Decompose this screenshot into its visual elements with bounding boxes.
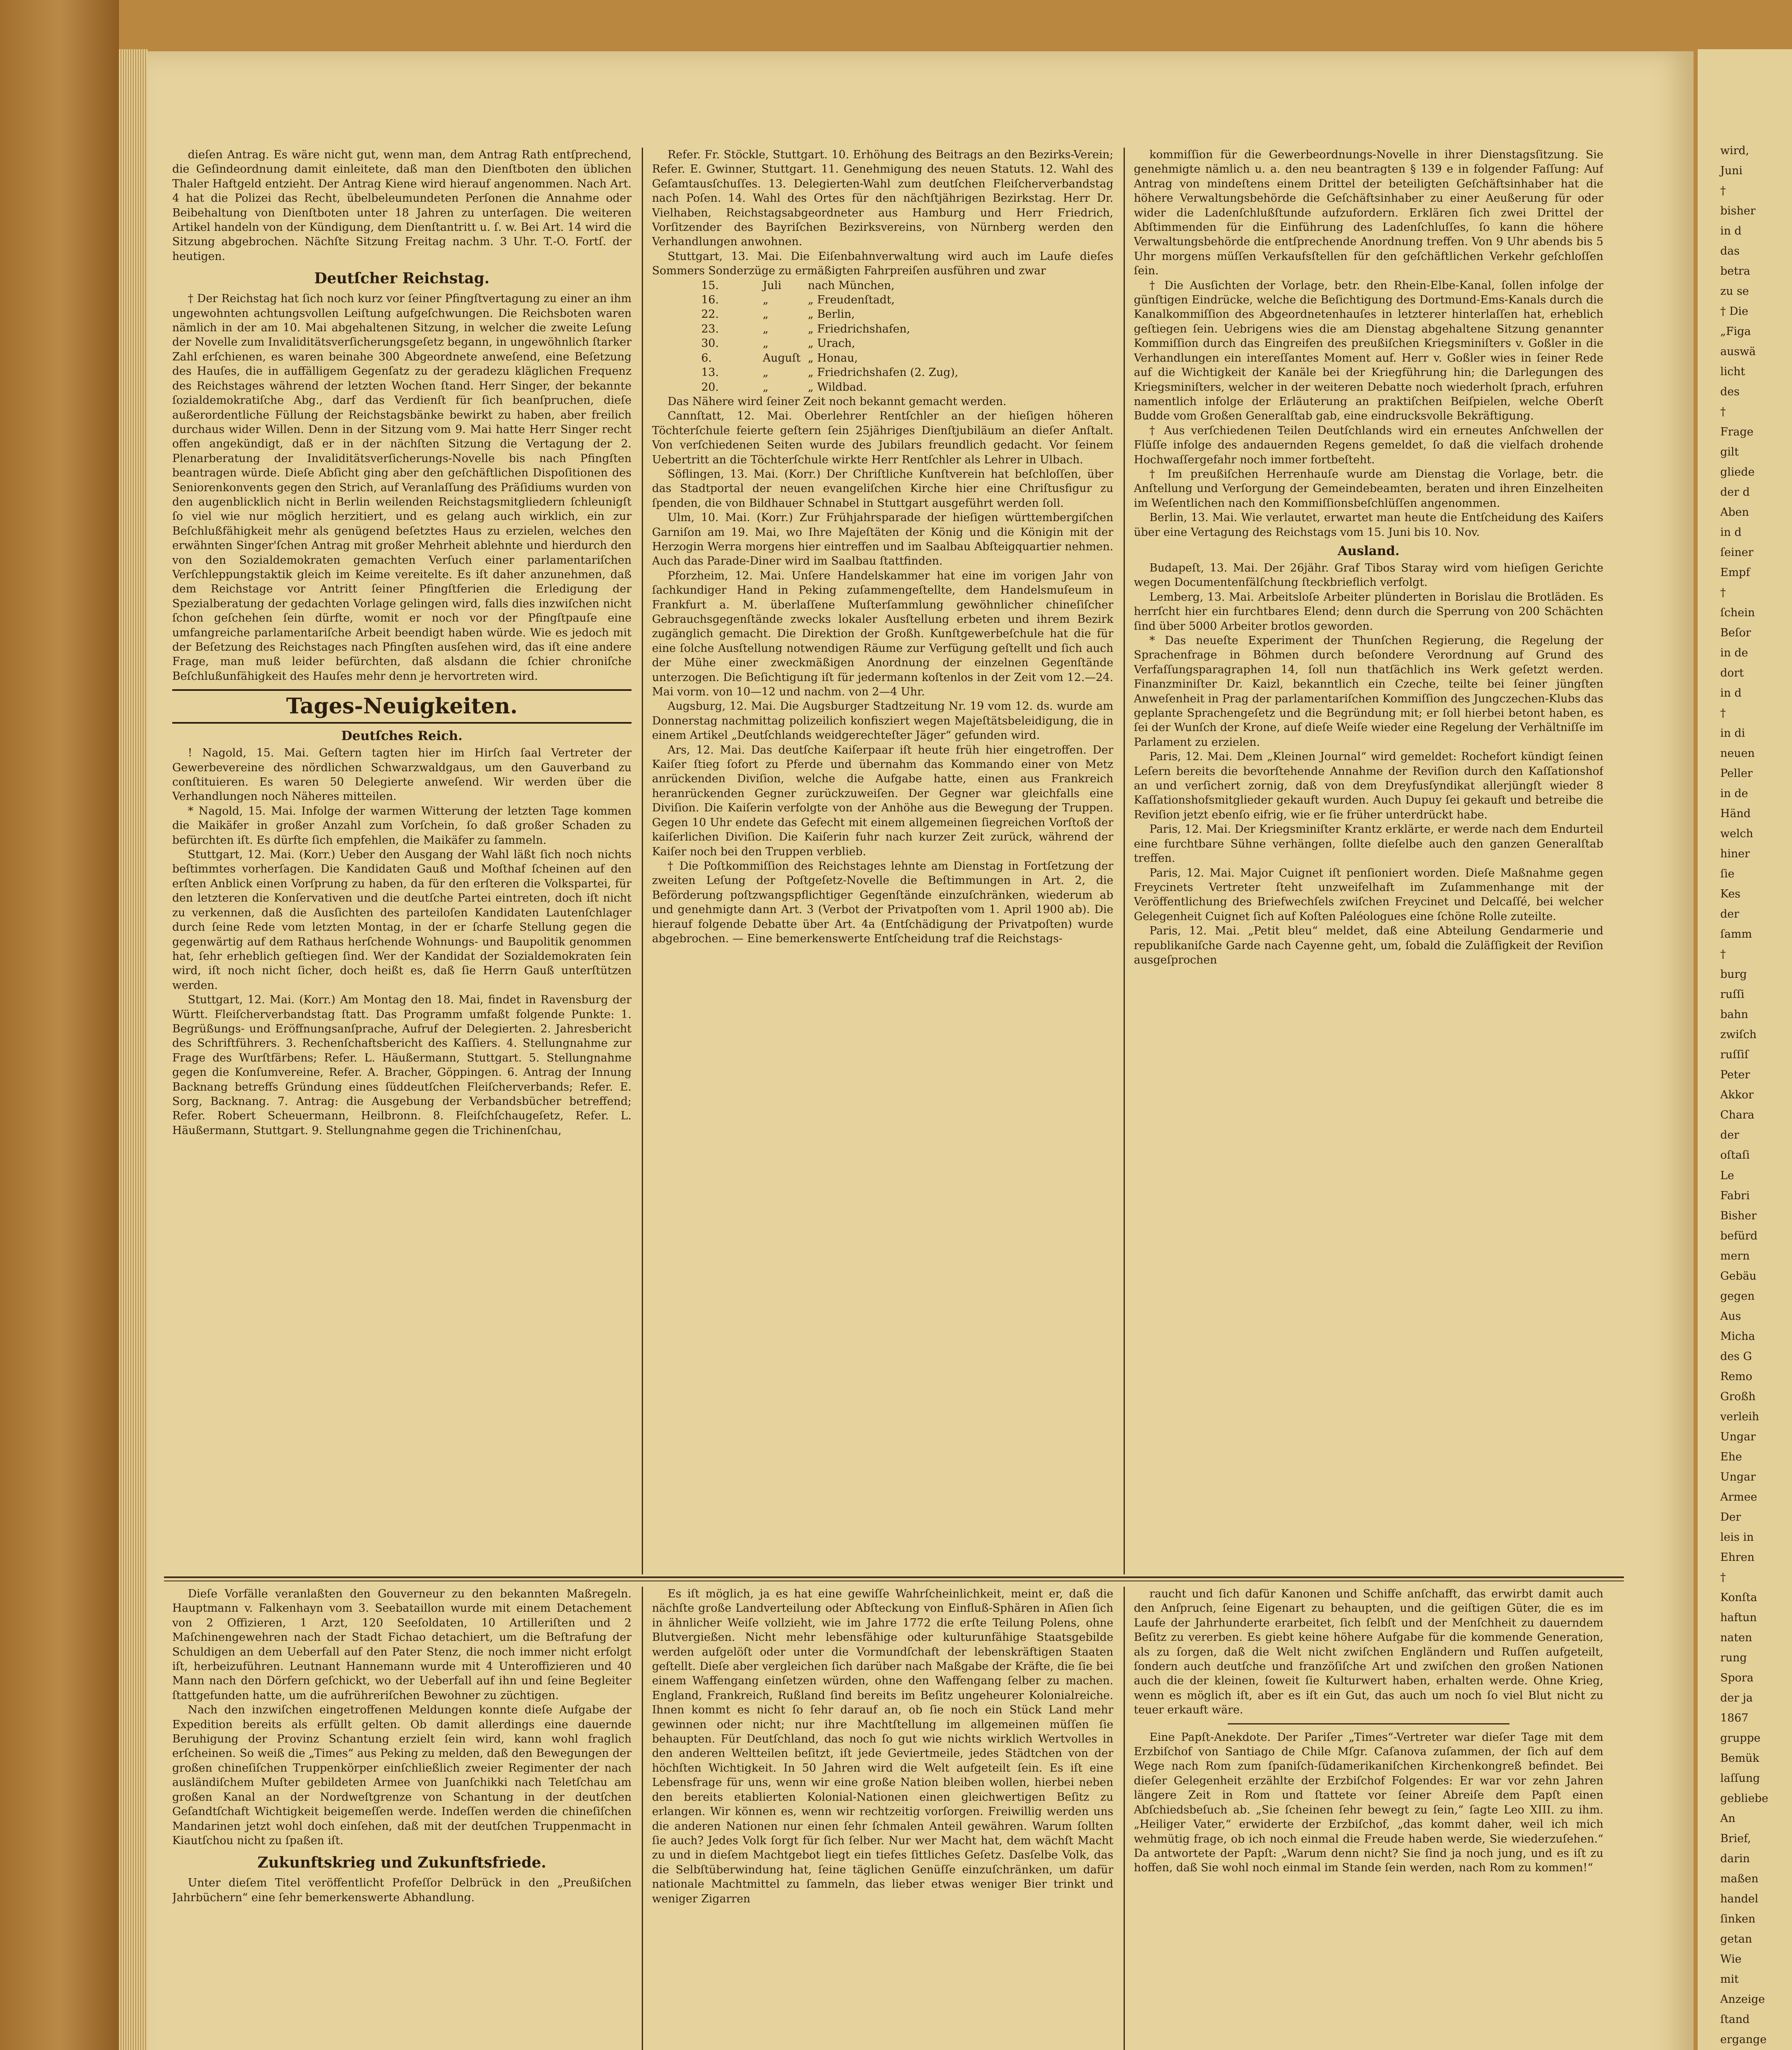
right-page-line: † <box>1720 707 1726 720</box>
right-page-line: † <box>1720 1571 1726 1584</box>
right-page-line: Spora <box>1720 1672 1754 1684</box>
page-edges <box>119 49 148 2050</box>
feuilleton-paragraph: Nach den inzwiſchen eingetroffenen Meldungen konnte dieſe Aufgabe der Expedition bereits als erfüllt gelten. Ob damit allerdings eine dauernde Beruhigung der Provinz Schantung erzielt ſein wird, kann wohl fraglich erſcheinen. So weiß die „Times“ aus Peking zu melden, daß den Bewegungen der großen chineſiſchen Truppenkörper einſchließlich zweier Regimenter der nach ausländiſchem Muſter gebildeten Armee von Juanſchikki nach Teletſchau am großen Kanal an der Nordweſtgrenze von Schantung in der deutſchen Geſandtſchaft Wichtigkeit beigemeſſen werde. Indeſſen werden die chineſiſchen Mandarinen jetzt wohl doch einſehen, daß mit der deutſchen Truppenmacht in Kiautſchou nicht zu ſpaßen iſt. <box>172 1704 632 1847</box>
right-page-line: handel <box>1720 1893 1758 1905</box>
right-page-line: bisher <box>1720 205 1756 217</box>
right-page-line: Händ <box>1720 807 1751 820</box>
right-page-line: Akkor <box>1720 1089 1754 1101</box>
column-2 <box>652 148 1113 1568</box>
right-page-line: in de <box>1720 787 1748 800</box>
route-row: 16. „ „ Freudenſtadt, <box>701 294 895 307</box>
article-ars: Ars, 12. Mai. Das deutſche Kaiſerpaar iſt heute früh hier eingetroffen. Der Kaiſer ſtieg ſofort zu Pferde und übernahm das Kommando einer von Metz anrückenden Diviſion, welche die Aufgabe hatte, einen aus Frankreich heranrückenden Gegner zurückzuweiſen. Der Gegner war gleichfalls eine Diviſion. Die Kaiſerin verfolgte von der Anhöhe aus die Bewegung der Truppen. Gegen 10 Uhr endete das Gefecht mit einem allgemeinen ſiegreichen Vorſtoß der kaiſerlichen Diviſion. Die Kaiſerin fuhr nach kurzer Zeit zurück, während der Kaiſer noch bei den Truppen verblieb. <box>652 743 1113 858</box>
feuilleton-column-2 <box>652 1587 1113 2050</box>
right-page-line: verleih <box>1720 1410 1759 1423</box>
article-berlin: Berlin, 13. Mai. Wie verlautet, erwartet man heute die Entſcheidung des Kaiſers über eine Vertagung des Reichstags vom 15. Juni bis 10. Nov. <box>1134 511 1603 539</box>
right-page-line: der <box>1720 908 1740 920</box>
right-page-line: darin <box>1720 1852 1750 1865</box>
article-soeflingen: Söflingen, 13. Mai. (Korr.) Der Chriſtliche Kunſtverein hat beſchloſſen, über das Stadtportal der neuen evangeliſchen Kirche hier eine Chriſtusfigur zu ſpenden, die von Bildhauer Schnabel in Stuttgart ausgeführt werden ſoll. <box>652 467 1113 510</box>
right-page-line: in d <box>1720 526 1742 539</box>
right-page-line: wird, <box>1720 144 1749 157</box>
article-stuttgart-2: Stuttgart, 12. Mai. (Korr.) Am Montag den 18. Mai, findet in Ravensburg der Württ. Fleiſcherverbandstag ſtatt. Das Programm umfaßt folgende Punkte: 1. Begrüßungs- und Eröffnungsanſprache, Aufruf der Delegierten. 2. Jahresbericht des Schriftführers. 3. Rechenſchaftsbericht des Kaſſiers. 4. Stellungnahme zur Frage des Wurſtfärbens; Refer. L. Häußermann, Stuttgart. 5. Stellungnahme gegen die Konſumvereine, Refer. A. Bracher, Göppingen. 6. Antrag der Innung Backnang betreffs Gründung eines ſüddeutſchen Fleiſcherverbands; Refer. E. Sorg, Backnang. 7. Antrag: die Ausgebung der Verbandsbücher betreffend; Refer. Robert Scheuermann, Heilbronn. 8. Fleiſchſchaugeſetz, Refer. L. Häußermann, Stuttgart. 9. Stellungnahme gegen die Trichinenſchau, <box>172 993 632 1137</box>
right-page-fragment <box>1698 49 1792 2050</box>
article-kanal: † Die Ausſichten der Vorlage, betr. den Rhein-Elbe-Kanal, ſollen infolge der günſtigen Eindrücke, welche die Beſichtigung des Dortmund-Ems-Kanals durch die Kanalkommiſſion des Abgeordnetenhauſes in letzterer hinterlaſſen hat, erheblich geſtiegen ſein. Uebrigens wies die am Dienstag abgehaltene Sitzung genannter Kommiſſion durch das Eingreifen des preußiſchen Kriegsminiſters v. Goßler in die Verhandlungen ein intereſſantes Moment auf. Herr v. Goßler wies in ſeiner Rede auf die Wichtigkeit der Kanäle bei der Kriegführung hin; die Darlegungen des Kriegsminiſters, welcher in der weiteren Debatte noch wiederholt ſprach, erfuhren namentlich infolge der Erläuterung an praktiſchen Beiſpielen, welche Oberſt Budde vom Großen Generalſtab gab, eine eindrucksvolle Bekräftigung. <box>1134 279 1603 423</box>
right-page-line: ruſſi <box>1720 988 1744 1001</box>
article-gewerbeordnung: kommiſſion für die Gewerbeordnungs-Novelle in ihrer Dienstagsſitzung. Sie genehmigte nämlich u. a. den neu beantragten § 139 e in folgender Faſſung: Auf Antrag von mindeſtens einem Drittel der beteiligten Geſchäftsinhaber hat die höhere Verwaltungsbehörde die Geſchäftsinhaber zu einer Aeußerung für oder wider die Ladenſchlußſtunde aufzufordern. Erklären ſich zwei Drittel der Abſtimmenden für die Einführung des Ladenſchluſſes, ſo kann die höhere Verwaltungsbehörde die entſprechende Anordnung treffen. Von 9 Uhr abends bis 5 Uhr morgens müſſen Verkaufsſtellen für den geſchäftlichen Verkehr geſchloſſen ſein. <box>1134 148 1603 278</box>
feuilleton-title-zukunftskrieg: Zukunftskrieg und Zukunftsfriede. <box>257 1854 547 1872</box>
right-page-line: maßen <box>1720 1872 1759 1885</box>
right-page-line: Armee <box>1720 1491 1757 1503</box>
right-page-line: der d <box>1720 486 1750 499</box>
right-page-line: rung <box>1720 1651 1747 1664</box>
right-page-line: Peter <box>1720 1068 1750 1081</box>
right-page-line: mern <box>1720 1250 1750 1262</box>
article-reichstag: † Der Reichstag hat ſich noch kurz vor ſeiner Pfingſtvertagung zu einer an ihm ungewohnten achtungsvollen Leiſtung aufgeſchwungen. Die Reichsboten waren nämlich in der am 10. Mai abgehaltenen Sitzung, in welcher die zweite Leſung der Novelle zum Invaliditätsverſicherungsgeſetz begann, in ungewöhnlich ſtarker Zahl erſchienen, es waren beinahe 300 Abgeordnete anweſend, eine Beſetzung des Hauſes, die in auffälligem Gegenſatz zu der geradezu kläglichen Frequenz des Reichstages während der letzten Wochen ſtand. Herr Singer, der bekannte ſozialdemokratiſche Abg., darf das Verdienſt für ſich beanſpruchen, dieſe außerordentliche Füllung der Reichstagsbänke bewirkt zu haben, aber freilich durchaus wider Willen. Denn in der Sitzung vom 9. Mai hatte Herr Singer recht offen angekündigt, daß er in der nächſten Sitzung die Vertagung der 2. Plenarberatung der Invaliditätsverſicherungs-Novelle bis nach Pfingſten beantragen würde. Dieſe Abſicht ging aber den geſchäftlichen Dispoſitionen des Seniorenkonvents gegen den Strich, auf Veranlaſſung des Präſidiums wurden von den augenblicklich nicht in Berlin weilenden Reichstagsmitgliedern ſchleunigſt ſo viel wie nur möglich herzitiert, und es gelang auch wirklich, ein zur Beſchlußfähigkeit mehr als genügend beſetztes Haus zu erzielen, welches den erwähnten Singer'ſchen Antrag mit großer Mehrheit ablehnte und hierdurch den von den Sozialdemokraten gemachten Verſuch einer parlamentariſchen Verſchleppungstaktik gleich im Keime vereitelte. Es iſt daher anzunehmen, daß dem Reichstage vor Antritt ſeiner Pfingſtferien die Erledigung der Spezialberatung der gedachten Vorlage gelingen wird, falls dies inzwiſchen nicht ſchon geſchehen ſein dürfte, womit er noch vor der Pfingſtpauſe eine umfangreiche parlamentariſche Arbeit beendigt haben würde. Wie es jedoch mit der Beſetzung des Reichstages nach Pfingſten ausſehen wird, das iſt eine andere Frage, man muß leider befürchten, daß alsdann die ſchier chroniſche Beſchlußunfähigkeit des Hauſes mehr denn je hervortreten wird. <box>172 292 632 683</box>
right-page-line: ſeiner <box>1720 546 1753 559</box>
feuilleton-divider-1 <box>642 1587 643 2050</box>
feuilleton-papst-anekdote: Eine Papſt-Anekdote. Der Pariſer „Times“-Vertreter war dieſer Tage mit dem Erzbiſchof von Santiago de Chile Mſgr. Caſanova zuſammen, der ſich auf dem Wege nach Rom zum ſpaniſch-ſüdamerikaniſchen Kirchenkongreß befindet. Bei dieſer Gelegenheit erzählte der Erzbiſchof Folgendes: Er war vor zehn Jahren längere Zeit in Rom und ſtattete vor ſeiner Abreiſe dem Papſt einen Abſchiedsbeſuch ab. „Sie ſcheinen ſehr bewegt zu ſein,“ ſagte Leo XIII. zu ihm. „Heiliger Vater,“ erwiderte der Erzbiſchof, „das kommt daher, weil ich mich wehmütig frage, ob ich noch einmal die Freude haben werde, Sie wiederzuſehen.“ Da antwortete der Papſt: „Warum denn nicht? Sie ſind ja noch jung, und es iſt zu hoffen, daß Sie wohl noch einmal im Stande ſein werden, nach Rom zu kommen!“ <box>1134 1731 1603 1875</box>
right-page-line: Peller <box>1720 767 1753 780</box>
right-page-line: haftun <box>1720 1611 1757 1624</box>
right-page-line: in di <box>1720 727 1745 740</box>
right-page-line: gilt <box>1720 446 1739 458</box>
right-page-line: Anzeige <box>1720 1993 1765 2006</box>
right-page-line: 1867 <box>1720 1712 1749 1724</box>
article-paris-3: Paris, 12. Mai. Major Cuignet iſt penſioniert worden. Dieſe Maßnahme gegen Freycinets Vertreter ſteht unzweifelhaft im Zuſammenhange mit der Veröffentlichung des Briefwechſels zwiſchen Freycinet und Delcaſſé, bei welcher Gelegenheit Cuignet ſich auf Koſten Paléologues eine ſchöne Rolle zuteilte. <box>1134 866 1603 923</box>
right-page-line: neuen <box>1720 747 1755 760</box>
right-page-line: befürd <box>1720 1230 1758 1242</box>
right-page-line: zwiſch <box>1720 1028 1757 1041</box>
right-page-line: der ja <box>1720 1692 1753 1704</box>
article-paris-4: Paris, 12. Mai. „Petit bleu“ meldet, daß eine Abteilung Gendarmerie und republikaniſche Garde nach Cayenne geht, um, ſobald die Zuläſſigkeit der Reviſion ausgeſprochen <box>1134 925 1603 966</box>
routes-note: Das Nähere wird ſeiner Zeit noch bekannt gemacht werden. <box>668 395 1007 408</box>
right-page-line: Bemük <box>1720 1752 1760 1765</box>
feuilleton-divider-2 <box>1124 1587 1125 2050</box>
right-page-line: Wie <box>1720 1953 1742 1966</box>
article-stuttgart-1: Stuttgart, 12. Mai. (Korr.) Ueber den Ausgang der Wahl läßt ſich noch nichts beſtimmtes vorherſagen. Die Kandidaten Gauß und Moſthaf ſcheinen auf den erſten Anblick einen Vorſprung zu haben, da für den erſteren die Volkspartei, für den letzteren die Konſervativen und die deutſche Partei eintreten, doch iſt nicht zu verkennen, daß die Ausſichten des parteiloſen Kandidaten Lautenſchlager durch ſeine Rede vom letzten Montag, in der er ſcharfe Stellung gegen die gegenwärtig auf dem Rathaus herſchende Wohnungs- und Baupolitik genommen hat, ſehr erheblich geſtiegen ſind. Wer der Kandidat der Sozialdemokraten ſein wird, iſt noch nicht ſicher, doch heißt es, daß ſie Herrn Gauß unterſtützen werden. <box>172 848 632 992</box>
right-page-line: des <box>1720 385 1740 398</box>
route-row: 23. „ „ Friedrichshafen, <box>701 322 910 335</box>
right-page-line: † <box>1720 184 1726 197</box>
right-page-line: in d <box>1720 225 1742 237</box>
feuilleton-paragraph: Es iſt möglich, ja es hat eine gewiſſe Wahrſcheinlichkeit, meint er, daß die nächſte große Landverteilung oder Abſteckung von Einfluß-Sphären in Aſien ſich in ähnlicher Weiſe vollzieht, wie im Jahre 1772 die erſte Teilung Polens, ohne Blutvergießen. Nicht mehr lebensfähige oder kulturunfähige Staatsgebilde werden aufgelöſt oder unter die Vormundſchaft der lebenskräftigen Staaten geſtellt. Dieſe aber vergleichen ſich darüber nach Maßgabe der Kräfte, die ſie bei einem Waffengang einſetzen würden, ohne den Waffengang ſelber zu machen. England, Frankreich, Rußland ſind bereits im Beſitz ungeheurer Kolonialreiche. Ihnen kommt es nicht ſo ſehr darauf an, ob ſie noch ein Stück Land mehr gewinnen oder nicht; nur ihre Machtſtellung im allgemeinen müſſen ſie behaupten. Für Deutſchland, das noch ſo gut wie nichts wirklich Wertvolles in den anderen Weltteilen beſitzt, iſt jede Geviertmeile, jedes Städtchen von der höchſten Wichtigkeit. In 50 Jahren wird die Welt aufgeteilt ſein. Es iſt eine Lebensfrage für uns, wenn wir eine große Nation bleiben wollen, hierbei neben den bereits etablierten Kolonial-Nationen einen gleichwertigen Beſitz zu erlangen. Wir können es, wenn wir rechtzeitig vorſorgen. Freiwillig werden uns die anderen Nationen nur einen ſehr ſchmalen Anteil gewähren. Warum ſollten ſie auch? Jedes Volk ſorgt für ſich ſelber. Nur wer Macht hat, dem wächſt Macht zu und in dieſem Machtgebot liegt ein tiefes ſittliches Geſetz. Dasſelbe Volk, das die Selbſtüberwindung hat, ſeine täglichen Genüſſe einzuſchränken, um dafür nationale Machtmittel zu ſammeln, das lieber etwas weniger Bier trinkt und weniger Zigarren <box>652 1588 1113 1905</box>
route-row: 20. „ „ Wildbad. <box>701 380 867 394</box>
right-page-line: welch <box>1720 827 1753 840</box>
right-page-line: mit <box>1720 1973 1739 1986</box>
right-page-line: ruſſiſ <box>1720 1048 1749 1061</box>
right-page-line: Chara <box>1720 1109 1755 1121</box>
right-page-line: leis in <box>1720 1531 1754 1544</box>
right-page-line: Le <box>1720 1169 1734 1182</box>
right-page-line: Der <box>1720 1511 1741 1524</box>
route-row: 6. Auguſt „ Honau, <box>701 351 858 364</box>
right-page-line: Kes <box>1720 888 1741 900</box>
right-page-line: gegen <box>1720 1290 1755 1303</box>
right-page-line: hiner <box>1720 847 1750 860</box>
right-page-line: betra <box>1720 265 1751 278</box>
article-intro: dieſen Antrag. Es wäre nicht gut, wenn man, dem Antrag Rath entſprechend, die Geſindeordnung damit einleitete, daß man den Dienſtboten den üblichen Thaler Haftgeld entzieht. Der Antrag Kiene wird hierauf angenommen. Nach Art. 4 hat die Polizei das Recht, übelbeleumundeten Perſonen die Annahme oder Beibehaltung von Dienſtboten unter 18 Jahren zu unterſagen. Die weiteren Artikel handeln von der Kündigung, dem Dienſtantritt u. ſ. w. Bei Art. 14 wird die Sitzung abgebrochen. Nächſte Sitzung Freitag nachm. 3 Uhr. T.-O. Fortſ. der heutigen. <box>172 148 632 263</box>
feuilleton-inner-rule <box>1228 1723 1509 1724</box>
right-page-line: bahn <box>1720 1008 1749 1021</box>
right-page-line: gliede <box>1720 466 1755 478</box>
right-page-line: Juni <box>1720 164 1743 177</box>
right-page-line: in d <box>1720 687 1742 699</box>
article-ulm: Ulm, 10. Mai. (Korr.) Zur Frühjahrsparade der hieſigen württembergiſchen Garniſon am 19. Mai, wo Ihre Majeſtäten der König und die Königin mit der Herzogin Werra morgens hier eintreffen und im Saalbau Abſteigquartier nehmen. Auch das Parade-Diner wird im Saalbau ſtattfinden. <box>652 511 1113 568</box>
route-row: 22. „ „ Berlin, <box>701 308 855 321</box>
right-page-line: Bisher <box>1720 1210 1757 1222</box>
right-page-line: † <box>1720 948 1726 961</box>
right-page-line: Beſor <box>1720 626 1751 639</box>
right-page-line: ergange <box>1720 2033 1767 2046</box>
right-page-line: dort <box>1720 667 1744 679</box>
newspaper-page <box>148 51 1694 2050</box>
right-page-line: getan <box>1720 1933 1752 1945</box>
section-title-tages-neuigkeiten: Tages-Neuigkeiten. <box>172 689 632 724</box>
right-page-line: Großh <box>1720 1390 1756 1403</box>
feuilleton-column-1 <box>172 1587 632 2050</box>
right-page-line: Ehren <box>1720 1551 1755 1564</box>
article-nagold-1: ! Nagold, 15. Mai. Geſtern tagten hier im Hirſch ſaal Vertreter der Gewerbevereine des nördlichen Schwarzwaldgaus, um den Gauverband zu conſtituieren. Es waren 50 Delegierte anweſend. Wir werden über die Verhandlungen noch Näheres mitteilen. <box>172 747 632 803</box>
sonderzug-list <box>652 278 1113 394</box>
right-page-line: Aus <box>1720 1310 1741 1323</box>
article-nagold-2: * Nagold, 15. Mai. Infolge der warmen Witterung der letzten Tage kommen die Maikäfer in großer Anzahl zum Vorſchein, ſo daß großer Schaden zu befürchten iſt. Es dürfte ſich empfehlen, die Maikäfer zu ſammeln. <box>172 804 632 847</box>
right-page-line: Ungar <box>1720 1471 1756 1483</box>
right-page-line: des G <box>1720 1350 1752 1363</box>
article-herrenhaus: † Im preußiſchen Herrenhauſe wurde am Dienstag die Vorlage, betr. die Anſtellung und Verſorgung der Gemeindebeamten, beraten und ihren Einzelheiten im Weſentlichen nach den Kommiſſionsbeſchlüſſen angenommen. <box>1134 467 1603 510</box>
right-page-line: licht <box>1720 365 1745 378</box>
article-thun: * Das neueſte Experiment der Thunſchen Regierung, die Regelung der Sprachenfrage in Böhmen durch beſondere Verordnung auf Grund des Verfaſſungsparagraphen 14, ſoll nun thatſächlich ins Werk geſetzt werden. Finanzminiſter Dr. Kaizl, bekanntlich ein Czeche, teilte bei ſeiner jüngſten Anweſenheit in Prag der parlamentariſchen Kommiſſion des Jungczechen-Klubs das geplante Sprachengeſetz und die Begründung mit; er ſoll hierbei betont haben, es ſei der Wunſch der Krone, auf dieſe Weiſe wieder eine Regelung der Verhältniſſe im Parlament zu erzielen. <box>1134 634 1603 749</box>
article-cannstatt: Cannſtatt, 12. Mai. Oberlehrer Rentſchler an der hieſigen höheren Töchterſchule feierte geſtern ſein 25jähriges Dienſtjubiläum an dieſer Anſtalt. Von verſchiedenen Seiten wurde des Jubilars freundlich gedacht. Vor ſeinem Uebertritt an die Töchterſchule wirkte Herr Rentſchler als Lehrer in Ulbach. <box>652 410 1113 466</box>
right-page-line: Gebäu <box>1720 1270 1757 1282</box>
article-postkommission: † Die Poſtkommiſſion des Reichstages lehnte am Dienstag in Fortſetzung der zweiten Leſung der Poſtgeſetz-Novelle die Beſtimmungen in Art. 2, die Beförderung poſtzwangspflichtiger Gegenſtände einzuſchränken, wiederum ab und genehmigte dann Art. 3 (Verbot der Privatpoſten vom 1. April 1900 ab). Die hierauf folgende Debatte über Art. 4a (Entſchädigung der Privatpoſten) wurde abgebrochen. — Eine bemerkenswerte Entſcheidung traf die Reichstags- <box>652 859 1113 945</box>
article-budapest: Budapeſt, 13. Mai. Der 26jähr. Graf Tibos Staray wird vom hieſigen Gerichte wegen Documentenfälſchung ſteckbrieflich verfolgt. <box>1134 561 1603 589</box>
right-page-line: „Figa <box>1720 325 1751 338</box>
article-fluesse: † Aus verſchiedenen Teilen Deutſchlands wird ein erneutes Anſchwellen der Flüſſe infolge des andauernden Regens gemeldet, ſo daß die vielfach drohende Hochwaſſergefahr noch immer fortbeſteht. <box>1134 424 1603 466</box>
right-page-line: ſinken <box>1720 1913 1756 1925</box>
right-page-line: naten <box>1720 1631 1752 1644</box>
right-page-line: † <box>1720 586 1726 599</box>
column-3 <box>1134 148 1603 1568</box>
right-page-line: Ungar <box>1720 1430 1756 1443</box>
article-lemberg: Lemberg, 13. Mai. Arbeitsloſe Arbeiter plünderten in Borislau die Brotläden. Es herrſcht hier ein furchtbares Elend; denn durch die Sperrung von 200 Schächten ſind über 5000 Arbeiter brotlos geworden. <box>1134 590 1603 633</box>
section-heading-reichstag: Deutſcher Reichstag. <box>314 270 490 287</box>
right-page-line: gruppe <box>1720 1732 1761 1745</box>
feuilleton-rule-top <box>164 1576 1624 1578</box>
right-page-line: ſtand <box>1720 2013 1750 2026</box>
feuilleton-paragraph: Unter dieſem Titel veröffentlicht Profeſſor Delbrück in den „Preußiſchen Jahrbüchern“ eine ſehr bemerkenswerte Abhandlung. <box>172 1877 632 1904</box>
right-page-line: ſchein <box>1720 606 1755 619</box>
subsection-deutsches-reich: Deutſches Reich. <box>341 729 463 744</box>
right-page-line: in de <box>1720 647 1748 659</box>
article-stuttgart-3: Stuttgart, 13. Mai. Die Eiſenbahnverwaltung wird auch im Laufe dieſes Sommers Sonderzüge zu ermäßigten Fahrpreiſen ausführen und zwar <box>652 250 1113 278</box>
article-stuttgart-cont: Refer. Fr. Stöckle, Stuttgart. 10. Erhöhung des Beitrags an den Bezirks-Verein; Refer. E. Gwinner, Stuttgart. 11. Genehmigung des neuen Statuts. 12. Wahl des Geſamtausſchuſſes. 13. Delegierten-Wahl zum deutſchen Fleiſcherverbandstag nach Poſen. 14. Wahl des Ortes für den nächſtjährigen Bezirkstag. Herr Dr. Vielhaben, Reichstagsabgeordneter aus Hamburg und Herr Friedrich, Vorſitzender des Bayriſchen Bezirksvereins, von Nürnberg werden den Verhandlungen anwohnen. <box>652 148 1113 248</box>
article-augsburg: Augsburg, 12. Mai. Die Augsburger Stadtzeitung Nr. 19 vom 12. ds. wurde am Donnerstag nachmittag polizeilich konfisziert wegen Majeſtätsbeleidigung, die in einem Artikel „Deutſchlands weidgerechteſter Jäger“ gefunden wird. <box>652 700 1113 742</box>
right-page-line: Konſta <box>1720 1591 1758 1604</box>
right-page-line: oſtaſi <box>1720 1149 1750 1162</box>
route-row: 15. Juli nach München, <box>701 279 895 292</box>
right-page-line: Empf <box>1720 566 1750 579</box>
column-1 <box>172 148 632 1568</box>
feuilleton-paragraph: Dieſe Vorfälle veranlaßten den Gouverneur zu den bekannten Maßregeln. Hauptmann v. Falkenhayn vom 3. Seebataillon wurde mit einem Detachement von 2 Offizieren, 1 Arzt, 120 Seeſoldaten, 10 Artilleriſten und 2 Maſchinengewehren nach der Stadt Fichao detachiert, um die Beſtrafung der Schuldigen an dem Ueberfall auf den Pater Stenz, die noch immer nicht erfolgt iſt, herbeizuführen. Leutnant Hannemann wurde mit 4 Unteroffizieren und 40 Mann nach den Dörfern geſchickt, wo der Ueberfall auf ihn und ſeine Begleiter ſtattgefunden hatte, um die aufrühreriſchen Bewohner zu züchtigen. <box>172 1588 632 1702</box>
right-page-line: Fabri <box>1720 1189 1750 1202</box>
right-page-line: Remo <box>1720 1370 1753 1383</box>
right-page-line: † Die <box>1720 305 1749 318</box>
feuilleton-column-3 <box>1134 1587 1603 2050</box>
book-binding <box>0 0 119 2050</box>
right-page-line: † <box>1720 405 1726 418</box>
right-page-line: ſamm <box>1720 928 1752 941</box>
article-paris-1: Paris, 12. Mai. Dem „Kleinen Journal“ wird gemeldet: Rochefort kündigt ſeinen Leſern bereits die bevorſtehende Annahme der Reviſion durch den Kaſſationshof an und verſichert zornig, daß von dem Dreyfusſyndikat allerjüngſt wieder 8 Kaſſationshofsmitglieder gekauft wurden. Auch Dupuy ſei gekauft und betreibe die Reviſion jetzt ebenſo eifrig, wie er ſie früher unterdrückt habe. <box>1134 750 1603 821</box>
right-page-line: laſſung <box>1720 1772 1760 1785</box>
section-heading-ausland: Ausland. <box>1338 543 1400 558</box>
right-page-line: Aben <box>1720 506 1749 519</box>
right-page-line: An <box>1720 1812 1735 1825</box>
right-page-line: zu se <box>1720 285 1749 298</box>
column-divider-2 <box>1124 148 1125 1574</box>
right-page-line: Brief, <box>1720 1832 1751 1845</box>
right-page-line: Ehe <box>1720 1451 1742 1463</box>
right-page-line: das <box>1720 245 1740 257</box>
article-paris-2: Paris, 12. Mai. Der Kriegsminiſter Krantz erklärte, er werde nach dem Endurteil eine furchtbare Sühne verhängen, ſollte dieſelbe auch den ganzen Generalſtab treffen. <box>1134 823 1603 865</box>
right-page-line: der <box>1720 1129 1740 1141</box>
right-page-line: burg <box>1720 968 1747 981</box>
right-page-line: Frage <box>1720 426 1753 438</box>
right-page-line: auswä <box>1720 345 1756 358</box>
route-row: 30. „ „ Urach, <box>701 337 855 350</box>
feuilleton-paragraph: raucht und ſich dafür Kanonen und Schiffe anſchafft, das erwirbt damit auch den Anſpruch, ſeine Eigenart zu behaupten, und die geiſtigen Güter, die es im Laufe der Jahrhunderte erarbeitet, ſich ſelbſt und der Menſchheit zu dauerndem Beſitz zu vererben. Es giebt keine höhere Aufgabe für die kommende Generation, als zu ſorgen, daß die Welt nicht zwiſchen Engländern und Ruſſen aufgeteilt, ſondern auch deutſche und franzöſiſche Art und zwiſchen den großen Nationen auch die der kleinen, ſoweit ſie Kulturwert haben, erhalten werde. Ohne Krieg, wenn es möglich iſt, aber es iſt ein Gut, das auch um noch ſo viel Blut nicht zu teuer erkauft wäre. <box>1134 1588 1603 1717</box>
right-page-line: ſie <box>1720 868 1735 880</box>
right-page-line: gebliebe <box>1720 1792 1769 1805</box>
right-page-line: Micha <box>1720 1330 1755 1343</box>
article-pforzheim: Pforzheim, 12. Mai. Unſere Handelskammer hat eine im vorigen Jahr von ſachkundiger Hand in Peking zuſammengeſtellte, dem Handelsmuſeum in Frankfurt a. M. überlaſſene Muſterſammlung gewöhnlicher chineſiſcher Gebrauchsgegenſtände zwecks lokaler Ausſtellung erbeten und ihrem Bezirk zugänglich gemacht. Die Direktion der Großh. Kunſtgewerbeſchule hat die für eine ſolche Ausſtellung notwendigen Räume zur Verfügung geſtellt und ſich auch der Mühe einer zweckmäßigen Anordnung der einzelnen Gegenſtände unterzogen. Die Beſichtigung iſt für jedermann koſtenlos in der Zeit vom 12.—24. Mai vorm. von 10—12 und nachm. von 2—4 Uhr. <box>652 569 1113 699</box>
route-row: 13. „ „ Friedrichshafen (2. Zug), <box>701 366 958 379</box>
column-divider-1 <box>642 148 643 1574</box>
